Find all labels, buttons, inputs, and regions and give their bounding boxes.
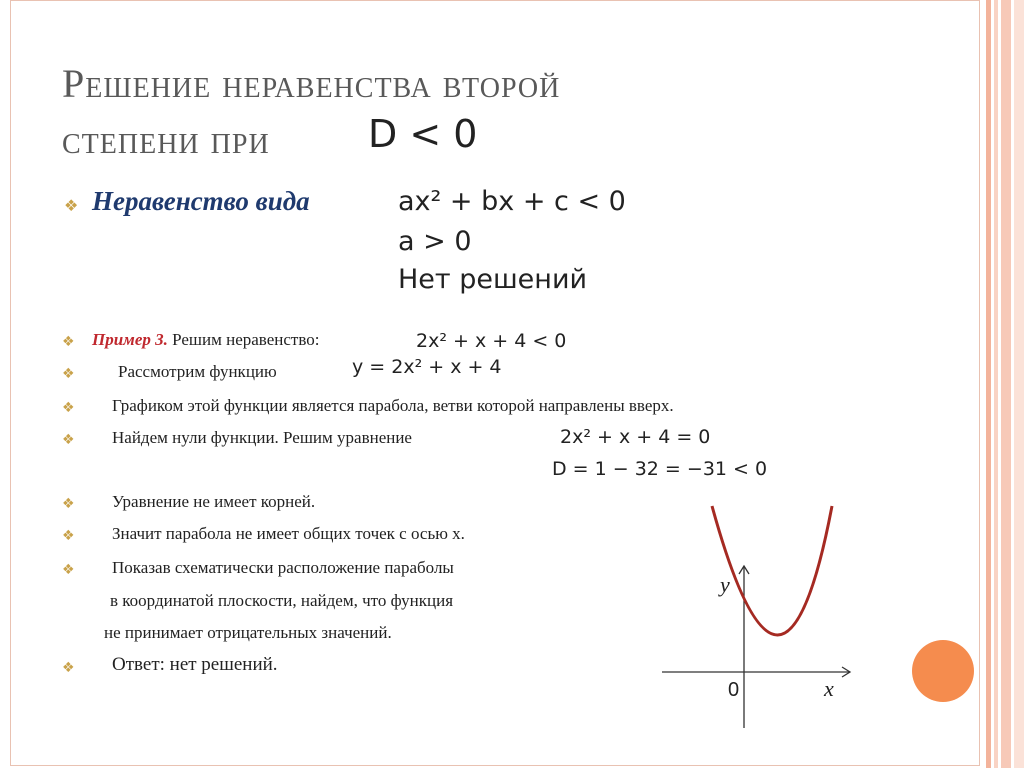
lead-label: Неравенство вида (92, 186, 310, 216)
no-common-text: Значит парабола не имеет общих точек с осью x. (112, 524, 465, 543)
bullet-icon: ❖ (62, 400, 75, 416)
side-stripe (986, 0, 991, 768)
decorative-circle (912, 640, 974, 702)
bullet-icon: ❖ (62, 562, 75, 578)
zeros-formula: 2x² + x + 4 = 0 (560, 426, 711, 448)
x-axis (662, 667, 850, 677)
parabola-curve (712, 506, 832, 635)
bullet-icon: ❖ (62, 432, 75, 448)
bullet-icon: ❖ (62, 366, 75, 382)
side-stripe (1014, 0, 1024, 768)
bullet-icon: ❖ (62, 528, 75, 544)
bullet-icon: ❖ (62, 334, 75, 350)
parabola-graph (660, 500, 860, 730)
example-line (92, 330, 319, 350)
example-label: Пример 3. (92, 330, 168, 349)
example-text: Решим неравенство: (172, 330, 320, 349)
graph-text: Графиком этой функции является парабола, ветви которой направлены вверх. (112, 396, 674, 415)
side-stripe (994, 0, 998, 768)
shown-text-2: в координатой плоскости, найдем, что функция (110, 591, 454, 610)
title-line-2 (62, 112, 560, 168)
shown-text-3: не принимает отрицательных значений. (104, 623, 392, 642)
x-axis-label: x (824, 676, 834, 701)
bullet-icon: ❖ (62, 496, 75, 512)
consider-text: Рассмотрим функцию (118, 362, 277, 381)
origin-label: 0 (728, 679, 740, 701)
title-line-2-text: степени при (62, 117, 270, 162)
title-math: D < 0 (368, 112, 478, 156)
zeros-text: Найдем нули функции. Решим уравнение (112, 428, 412, 447)
side-stripe (1001, 0, 1011, 768)
no-roots-text: Уравнение не имеет корней. (112, 492, 316, 511)
slide-title (62, 56, 560, 168)
lead-result: Нет решений (398, 264, 588, 295)
lead-formula: ax² + bx + c < 0 (398, 186, 626, 217)
bullet-icon: ❖ (62, 660, 75, 676)
answer-text: Ответ: нет решений. (112, 654, 278, 675)
example-formula: 2x² + x + 4 < 0 (416, 330, 567, 352)
bullet-icon: ❖ (64, 196, 79, 215)
title-line-1: Решение неравенства второй (62, 61, 561, 106)
shown-text-1: Показав схематически расположение параболы (112, 558, 454, 577)
discriminant-formula: D = 1 − 32 = −31 < 0 (552, 458, 768, 480)
lead-condition: a > 0 (398, 226, 472, 257)
y-axis-label: y (720, 572, 730, 597)
consider-formula: y = 2x² + x + 4 (352, 356, 502, 378)
